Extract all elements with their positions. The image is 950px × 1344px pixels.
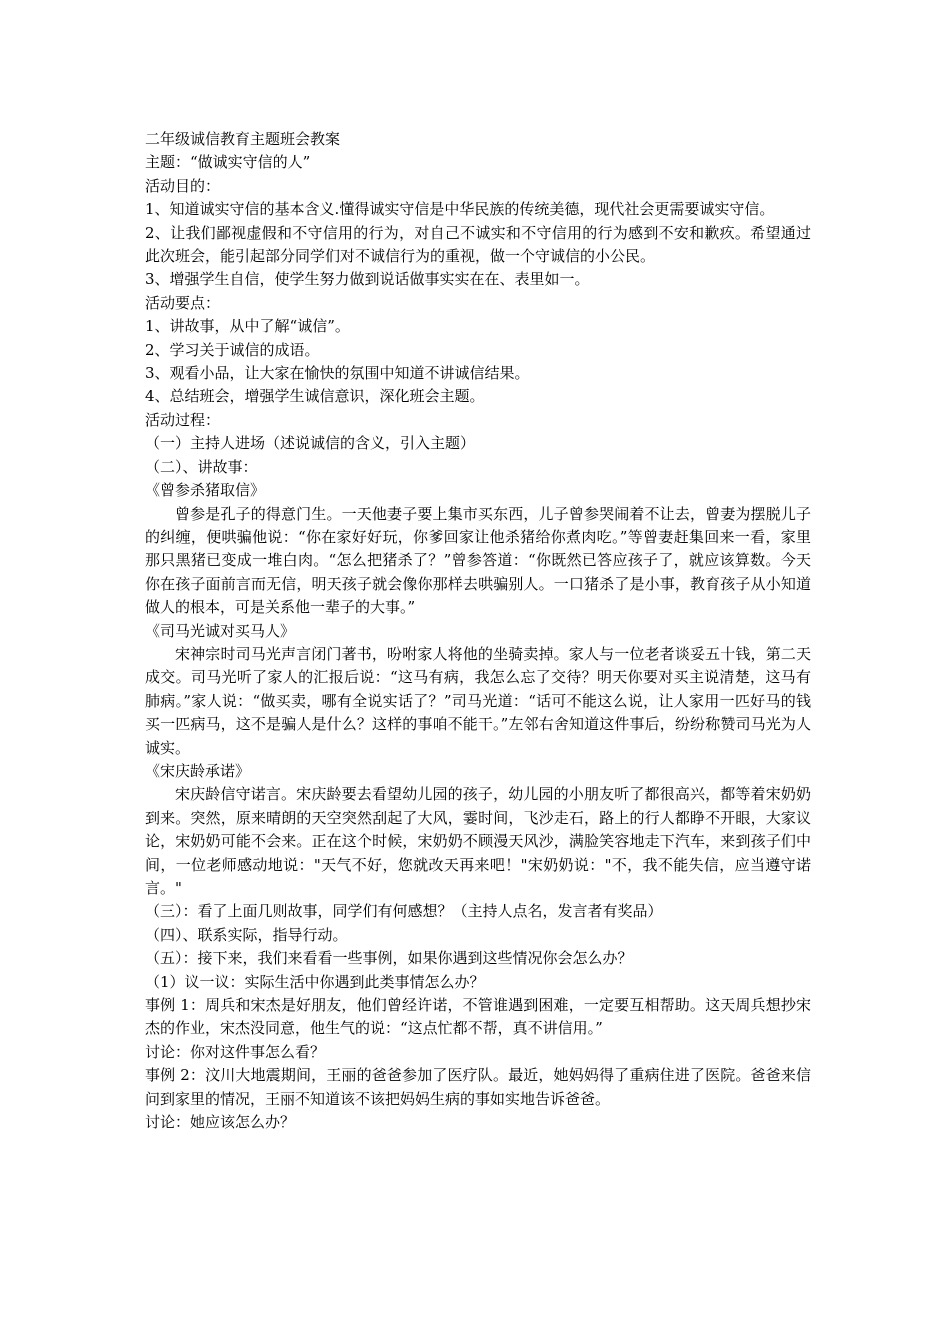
document-subtitle: 主题：“做诚实守信的人”: [145, 153, 311, 172]
process-step-1: （一）主持人进场（述说诚信的含义，引入主题）: [145, 434, 476, 453]
objective-item: 3、增强学生自信，使学生努力做到说话做事实实在在、表里如一。: [145, 270, 590, 289]
document-title: 二年级诚信教育主题班会教案: [145, 130, 341, 148]
keypoint-item: 4、总结班会，增强学生诚信意识，深化班会主题。: [145, 387, 485, 406]
story-2-title: 《司马光诚对买马人》: [145, 621, 296, 640]
story-1-title: 《曾参杀猪取信》: [145, 481, 266, 500]
story-3-title: 《宋庆龄承诺》: [145, 761, 251, 780]
process-heading: 活动过程：: [145, 410, 221, 429]
document-page: [145, 128, 811, 1134]
case-1-text: 事例 1：周兵和宋杰是好朋友，他们曾经许诺，不管谁遇到困难，一定要互相帮助。这天周兵想抄宋杰的作业，宋杰没同意，他生气的说：“这点忙都不帮，真不讲信用。”: [145, 996, 811, 1038]
story-2-text: 宋神宗时司马光声言闭门著书，吩咐家人将他的坐骑卖掉。家人与一位老者谈妥五十钱，第二天成交。司马光听了家人的汇报后说：“这马有病，我怎么忘了交待？明天你要对买主说清楚，这马有肺病。”家人说：“做买卖，哪有全说实话了？”司马光道：“话可不能这么说，让人家用一匹好马的钱买一匹病马，这不是骗人是什么？这样的事咱不能干。”左邻右舍知道这件事后，纷纷称赞司马光为人诚实。: [145, 644, 811, 757]
discussion-intro: （1）议一议：实际生活中你遇到此类事情怎么办？: [145, 972, 485, 991]
keypoints-heading: 活动要点：: [145, 293, 221, 312]
story-3-text: 宋庆龄信守诺言。宋庆龄要去看望幼儿园的孩子，幼儿园的小朋友听了都很高兴，都等着宋奶奶到来。突然，原来晴朗的天空突然刮起了大风，霎时间，飞沙走石，路上的行人都睁不开眼，大家议论，宋奶奶可能不会来。正在这个时候，宋奶奶不顾漫天风沙，满脸笑容地走下汽车，来到孩子们中间，一位老师感动地说："天气不好，您就改天再来吧！"宋奶奶说："不，我不能失信，应当遵守诺言。": [145, 785, 811, 897]
objectives-heading: 活动目的：: [145, 176, 221, 195]
objective-item: 2、让我们鄙视虚假和不守信用的行为，对自己不诚实和不守信用的行为感到不安和歉疚。希望通过此次班会，能引起部分同学们对不诚信行为的重视，做一个守诚信的小公民。: [145, 223, 811, 266]
keypoint-item: 2、学习关于诚信的成语。: [145, 340, 320, 359]
case-2-question: 讨论：她应该怎么办？: [145, 1113, 296, 1132]
case-2-text: 事例 2：汶川大地震期间，王丽的爸爸参加了医疗队。最近，她妈妈得了重病住进了医院。爸爸来信问到家里的情况，王丽不知道该不该把妈妈生病的事如实地告诉爸爸。: [145, 1066, 811, 1108]
case-1-question: 讨论：你对这件事怎么看？: [145, 1042, 326, 1061]
process-step-2: （二）、讲故事：: [145, 457, 258, 476]
keypoint-item: 3、观看小品，让大家在愉快的氛围中知道不讲诚信结果。: [145, 364, 530, 383]
keypoint-item: 1、讲故事，从中了解“诚信”。: [145, 317, 350, 336]
objective-item: 1、知道诚实守信的基本含义.懂得诚实守信是中华民族的传统美德，现代社会更需要诚实守信。: [145, 200, 775, 219]
process-step-5: （五）：接下来，我们来看看一些事例，如果你遇到这些情况你会怎么办？: [145, 949, 633, 968]
process-step-3: （三）：看了上面几则故事，同学们有何感想？（主持人点名，发言者有奖品）: [145, 902, 663, 921]
story-1-text: 曾参是孔子的得意门生。一天他妻子要上集市买东西，儿子曾参哭闹着不让去，曾妻为摆脱儿子的纠缠，便哄骗他说：“你在家好好玩，你爹回家让他杀猪给你煮肉吃。”等曾妻赶集回来一看，家里那只黑猪已变成一堆白肉。“怎么把猪杀了？”曾参答道：“你既然已答应孩子了，就应该算数。今天你在孩子面前言而无信，明天孩子就会像你那样去哄骗别人。一口猪杀了是小事，教育孩子从小知道做人的根本，可是关系他一辈子的大事。”: [145, 504, 811, 617]
process-step-4: （四）、联系实际，指导行动。: [145, 925, 348, 944]
